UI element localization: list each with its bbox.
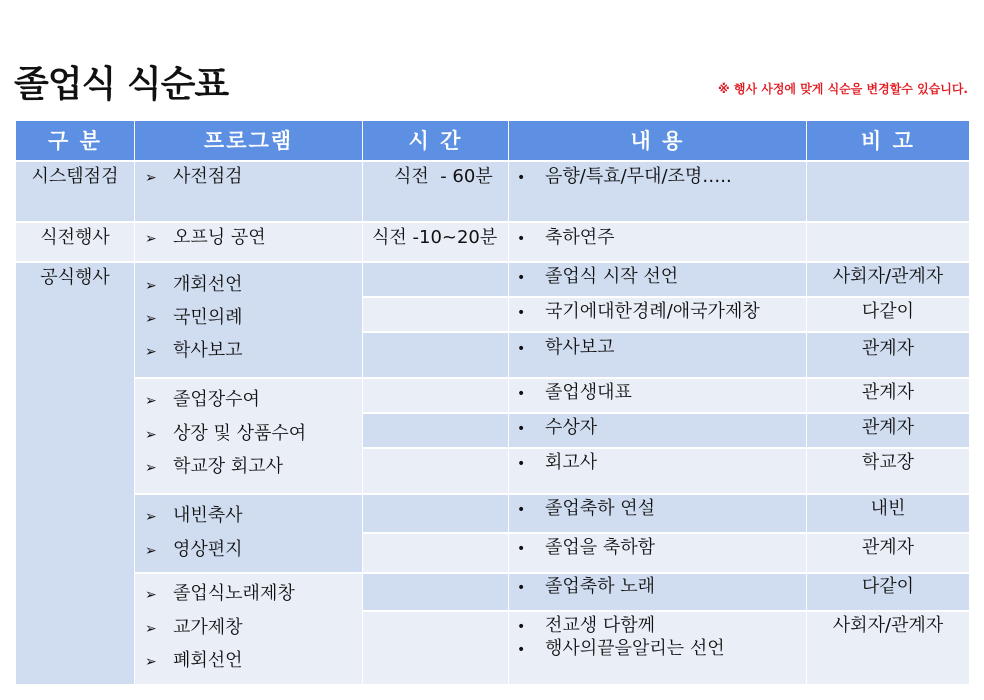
arrow-icon: ➢ bbox=[145, 278, 157, 294]
content-item bbox=[517, 638, 725, 661]
program-item bbox=[145, 274, 243, 297]
time-cell: 식전 -10~20분 bbox=[372, 227, 498, 248]
content-label: 전교생 다함께 bbox=[545, 615, 656, 636]
program-item bbox=[145, 583, 295, 606]
bullet-icon: • bbox=[517, 642, 526, 658]
category-cell bbox=[16, 227, 134, 249]
program-item bbox=[145, 539, 243, 562]
content-item bbox=[517, 576, 655, 599]
content-item bbox=[517, 382, 632, 405]
category-label: 식전행사 bbox=[40, 227, 110, 248]
content-label: 수상자 bbox=[545, 417, 598, 438]
column-divider bbox=[806, 121, 807, 684]
content-label: 축하연주 bbox=[545, 227, 615, 248]
content-item bbox=[517, 337, 615, 360]
bullet-icon: • bbox=[517, 580, 526, 596]
content-item bbox=[517, 537, 655, 560]
content-label: 졸업식 시작 선언 bbox=[545, 266, 679, 287]
remark-label: 사회자/관계자 bbox=[832, 266, 944, 287]
program-label: 폐회선언 bbox=[173, 650, 243, 671]
content-label: 졸업축하 연설 bbox=[545, 498, 656, 519]
arrow-icon: ➢ bbox=[145, 311, 157, 327]
program-label: 개회선언 bbox=[173, 274, 243, 295]
remark-label: 관계자 bbox=[861, 338, 915, 359]
program-item bbox=[145, 617, 243, 640]
arrow-icon: ➢ bbox=[145, 460, 157, 476]
program-item bbox=[145, 423, 306, 446]
program-label: 학교장 회고사 bbox=[173, 456, 284, 477]
bullet-icon: • bbox=[517, 421, 526, 437]
program-item bbox=[145, 505, 243, 528]
bullet-icon: • bbox=[517, 386, 526, 402]
bullet-icon: • bbox=[517, 305, 526, 321]
program-label: 졸업장수여 bbox=[173, 389, 260, 410]
category-cell bbox=[16, 263, 134, 684]
bullet-icon: • bbox=[517, 170, 526, 186]
remark-label: 다같이 bbox=[861, 301, 915, 322]
program-label: 영상편지 bbox=[173, 539, 243, 560]
content-label: 졸업축하 노래 bbox=[545, 576, 656, 597]
content-item bbox=[517, 615, 655, 638]
header-content: 내 용 bbox=[509, 121, 806, 160]
arrow-icon: ➢ bbox=[145, 231, 157, 247]
program-item bbox=[145, 456, 283, 479]
program-label: 상장 및 상품수여 bbox=[173, 423, 307, 444]
remark-label: 관계자 bbox=[861, 417, 915, 438]
content-item bbox=[517, 417, 597, 440]
bullet-icon: • bbox=[517, 456, 526, 472]
arrow-icon: ➢ bbox=[145, 344, 157, 360]
column-divider bbox=[134, 121, 135, 684]
program-item bbox=[145, 340, 243, 363]
header-program: 프로그램 bbox=[135, 121, 362, 160]
remark-label: 관계자 bbox=[861, 537, 915, 558]
category-cell-label-wrap bbox=[16, 267, 134, 289]
remark-label: 사회자/관계자 bbox=[832, 615, 944, 636]
program-item bbox=[145, 389, 260, 412]
program-label: 졸업식노래제창 bbox=[173, 583, 295, 604]
bullet-icon: • bbox=[517, 619, 526, 635]
bullet-icon: • bbox=[517, 341, 526, 357]
content-item bbox=[517, 498, 655, 521]
time-cell: 식전 - 60분 bbox=[394, 166, 493, 187]
content-label: 졸업을 축하함 bbox=[545, 537, 656, 558]
content-label: 학사보고 bbox=[545, 337, 615, 358]
content-item bbox=[517, 266, 678, 289]
page-title: 졸업식 식순표 bbox=[14, 64, 229, 105]
arrow-icon: ➢ bbox=[145, 654, 157, 670]
category-label: 공식행사 bbox=[40, 267, 110, 288]
arrow-icon: ➢ bbox=[145, 427, 157, 443]
content-label: 국기에대한경례/애국가제창 bbox=[545, 301, 760, 322]
bullet-icon: • bbox=[517, 270, 526, 286]
header-category: 구 분 bbox=[16, 121, 134, 160]
content-label: 졸업생대표 bbox=[545, 382, 632, 403]
arrow-icon: ➢ bbox=[145, 393, 157, 409]
content-label: 행사의끝을알리는 선언 bbox=[545, 638, 725, 659]
arrow-icon: ➢ bbox=[145, 587, 157, 603]
arrow-icon: ➢ bbox=[145, 621, 157, 637]
program-label: 국민의례 bbox=[173, 307, 243, 328]
remark-label: 다같이 bbox=[861, 576, 915, 597]
remark-label: 내빈 bbox=[870, 498, 906, 519]
content-label: 회고사 bbox=[545, 452, 598, 473]
program-item bbox=[145, 307, 243, 330]
notice-text: ※ 행사 사정에 맞게 식순을 변경할수 있습니다. bbox=[718, 82, 968, 96]
bullet-icon: • bbox=[517, 231, 526, 247]
category-label: 시스템점검 bbox=[31, 166, 119, 187]
bullet-icon: • bbox=[517, 541, 526, 557]
program-item bbox=[145, 650, 243, 673]
schedule-table bbox=[16, 121, 969, 684]
bullet-icon: • bbox=[517, 502, 526, 518]
arrow-icon: ➢ bbox=[145, 170, 157, 186]
program-label: 교가제창 bbox=[173, 617, 243, 638]
remark-label: 관계자 bbox=[861, 382, 915, 403]
program-label: 사전점검 bbox=[173, 166, 243, 187]
column-divider bbox=[362, 121, 363, 684]
remark-label: 학교장 bbox=[861, 452, 915, 473]
arrow-icon: ➢ bbox=[145, 509, 157, 525]
category-cell bbox=[16, 166, 134, 188]
content-item bbox=[517, 301, 760, 324]
header-time: 시 간 bbox=[363, 121, 508, 160]
program-label: 내빈축사 bbox=[173, 505, 243, 526]
header-remark: 비 고 bbox=[807, 121, 969, 160]
program-label: 학사보고 bbox=[173, 340, 243, 361]
column-divider bbox=[508, 121, 509, 684]
content-item bbox=[517, 452, 597, 475]
content-label: 음향/특효/무대/조명….. bbox=[545, 166, 732, 187]
program-label: 오프닝 공연 bbox=[173, 227, 266, 248]
arrow-icon: ➢ bbox=[145, 543, 157, 559]
